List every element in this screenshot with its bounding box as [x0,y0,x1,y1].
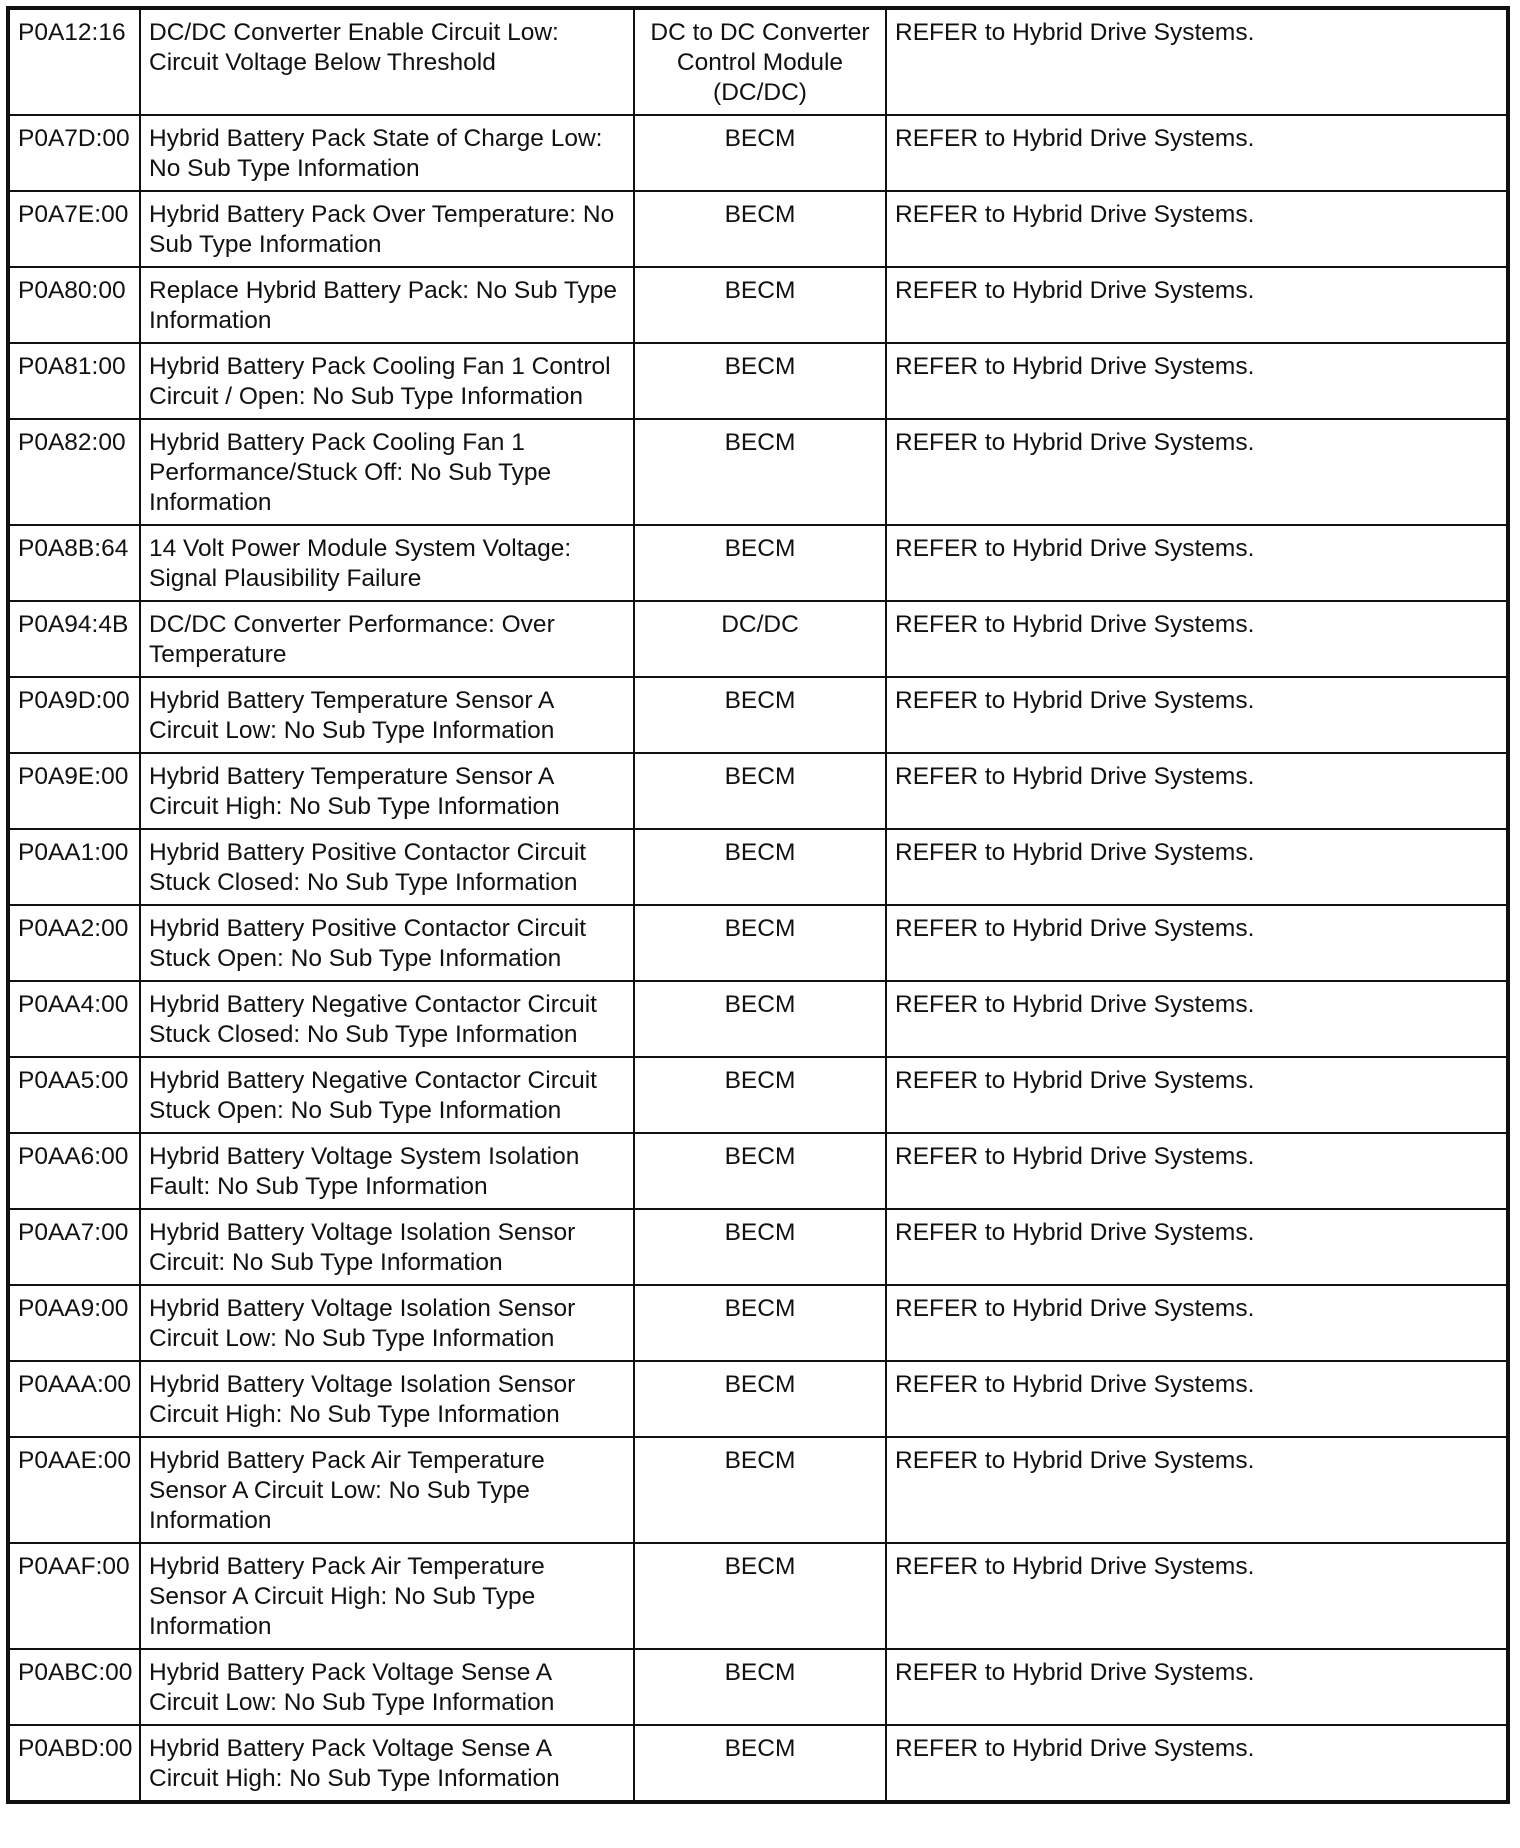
dtc-description-cell: Hybrid Battery Negative Contactor Circuit Stuck Open: No Sub Type Information [140,1057,634,1133]
dtc-module-cell: BECM [634,1437,886,1543]
dtc-code-cell: P0A8B:64 [8,525,140,601]
table-row [8,267,1508,343]
dtc-action-cell: REFER to Hybrid Drive Systems. [886,267,1508,343]
dtc-description-cell: Hybrid Battery Positive Contactor Circuit Stuck Open: No Sub Type Information [140,905,634,981]
dtc-module-cell: BECM [634,343,886,419]
dtc-action-cell: REFER to Hybrid Drive Systems. [886,1437,1508,1543]
dtc-code-cell: P0AA6:00 [8,1133,140,1209]
dtc-module-cell: BECM [634,753,886,829]
dtc-description-cell: Hybrid Battery Pack Voltage Sense A Circuit High: No Sub Type Information [140,1725,634,1802]
dtc-description-cell: Hybrid Battery Pack Voltage Sense A Circuit Low: No Sub Type Information [140,1649,634,1725]
dtc-description-cell: Hybrid Battery Voltage Isolation Sensor Circuit High: No Sub Type Information [140,1361,634,1437]
dtc-action-cell: REFER to Hybrid Drive Systems. [886,1133,1508,1209]
dtc-code-cell: P0AA4:00 [8,981,140,1057]
dtc-action-cell: REFER to Hybrid Drive Systems. [886,981,1508,1057]
dtc-module-cell: BECM [634,267,886,343]
dtc-description-cell: DC/DC Converter Performance: Over Temperature [140,601,634,677]
dtc-action-cell: REFER to Hybrid Drive Systems. [886,677,1508,753]
table-row [8,905,1508,981]
table-row [8,601,1508,677]
dtc-action-cell: REFER to Hybrid Drive Systems. [886,1361,1508,1437]
dtc-action-cell: REFER to Hybrid Drive Systems. [886,8,1508,115]
table-row [8,1437,1508,1543]
table-row [8,191,1508,267]
dtc-description-cell: Hybrid Battery Negative Contactor Circuit Stuck Closed: No Sub Type Information [140,981,634,1057]
dtc-action-cell: REFER to Hybrid Drive Systems. [886,1649,1508,1725]
table-row [8,1649,1508,1725]
table-row [8,1285,1508,1361]
table-row [8,343,1508,419]
dtc-description-cell: Hybrid Battery Voltage Isolation Sensor Circuit Low: No Sub Type Information [140,1285,634,1361]
dtc-module-cell: BECM [634,1543,886,1649]
dtc-code-cell: P0AA9:00 [8,1285,140,1361]
table-row [8,1209,1508,1285]
dtc-code-cell: P0AA5:00 [8,1057,140,1133]
dtc-description-cell: Replace Hybrid Battery Pack: No Sub Type Information [140,267,634,343]
dtc-module-cell: BECM [634,1361,886,1437]
dtc-code-cell: P0AAA:00 [8,1361,140,1437]
dtc-description-cell: Hybrid Battery Pack Air Temperature Sensor A Circuit High: No Sub Type Information [140,1543,634,1649]
dtc-description-cell: Hybrid Battery Pack Cooling Fan 1 Control Circuit / Open: No Sub Type Information [140,343,634,419]
dtc-module-cell: BECM [634,1725,886,1802]
table-row [8,115,1508,191]
dtc-code-cell: P0AA7:00 [8,1209,140,1285]
dtc-code-cell: P0AA2:00 [8,905,140,981]
dtc-description-cell: DC/DC Converter Enable Circuit Low: Circuit Voltage Below Threshold [140,8,634,115]
dtc-module-cell: BECM [634,525,886,601]
dtc-action-cell: REFER to Hybrid Drive Systems. [886,1725,1508,1802]
dtc-description-cell: Hybrid Battery Pack Air Temperature Sensor A Circuit Low: No Sub Type Information [140,1437,634,1543]
dtc-action-cell: REFER to Hybrid Drive Systems. [886,1057,1508,1133]
table-row [8,1133,1508,1209]
dtc-code-cell: P0AAF:00 [8,1543,140,1649]
dtc-module-cell: BECM [634,829,886,905]
dtc-action-cell: REFER to Hybrid Drive Systems. [886,115,1508,191]
dtc-code-cell: P0A7E:00 [8,191,140,267]
dtc-action-cell: REFER to Hybrid Drive Systems. [886,1209,1508,1285]
table-row [8,753,1508,829]
dtc-module-cell: BECM [634,677,886,753]
dtc-module-cell: BECM [634,981,886,1057]
dtc-code-cell: P0A9D:00 [8,677,140,753]
dtc-action-cell: REFER to Hybrid Drive Systems. [886,905,1508,981]
dtc-module-cell: BECM [634,1649,886,1725]
table-row [8,419,1508,525]
table-row [8,1361,1508,1437]
dtc-action-cell: REFER to Hybrid Drive Systems. [886,829,1508,905]
dtc-module-cell: BECM [634,191,886,267]
table-row [8,981,1508,1057]
table-row [8,1725,1508,1802]
dtc-table [6,6,1510,1804]
dtc-module-cell: BECM [634,1285,886,1361]
dtc-action-cell: REFER to Hybrid Drive Systems. [886,525,1508,601]
table-row [8,677,1508,753]
dtc-module-cell: DC/DC [634,601,886,677]
dtc-module-cell: BECM [634,905,886,981]
dtc-code-cell: P0A94:4B [8,601,140,677]
dtc-module-cell: DC to DC Converter Control Module (DC/DC) [634,8,886,115]
table-row [8,8,1508,115]
dtc-module-cell: BECM [634,1057,886,1133]
dtc-description-cell: Hybrid Battery Temperature Sensor A Circuit High: No Sub Type Information [140,753,634,829]
dtc-code-cell: P0AAE:00 [8,1437,140,1543]
dtc-description-cell: Hybrid Battery Voltage Isolation Sensor Circuit: No Sub Type Information [140,1209,634,1285]
dtc-action-cell: REFER to Hybrid Drive Systems. [886,601,1508,677]
dtc-code-cell: P0A82:00 [8,419,140,525]
dtc-code-cell: P0A9E:00 [8,753,140,829]
dtc-code-cell: P0AA1:00 [8,829,140,905]
dtc-module-cell: BECM [634,115,886,191]
dtc-code-cell: P0ABD:00 [8,1725,140,1802]
dtc-code-cell: P0A81:00 [8,343,140,419]
dtc-description-cell: Hybrid Battery Pack Cooling Fan 1 Performance/Stuck Off: No Sub Type Information [140,419,634,525]
dtc-table-page [6,6,1506,1804]
dtc-module-cell: BECM [634,1133,886,1209]
dtc-description-cell: Hybrid Battery Pack Over Temperature: No Sub Type Information [140,191,634,267]
dtc-action-cell: REFER to Hybrid Drive Systems. [886,1285,1508,1361]
dtc-description-cell: Hybrid Battery Positive Contactor Circuit Stuck Closed: No Sub Type Information [140,829,634,905]
dtc-action-cell: REFER to Hybrid Drive Systems. [886,191,1508,267]
dtc-code-cell: P0A80:00 [8,267,140,343]
table-row [8,1057,1508,1133]
dtc-code-cell: P0A7D:00 [8,115,140,191]
dtc-action-cell: REFER to Hybrid Drive Systems. [886,1543,1508,1649]
table-row [8,525,1508,601]
dtc-action-cell: REFER to Hybrid Drive Systems. [886,343,1508,419]
table-row [8,1543,1508,1649]
dtc-description-cell: Hybrid Battery Voltage System Isolation Fault: No Sub Type Information [140,1133,634,1209]
dtc-module-cell: BECM [634,419,886,525]
dtc-description-cell: Hybrid Battery Temperature Sensor A Circuit Low: No Sub Type Information [140,677,634,753]
dtc-description-cell: 14 Volt Power Module System Voltage: Signal Plausibility Failure [140,525,634,601]
dtc-code-cell: P0A12:16 [8,8,140,115]
dtc-action-cell: REFER to Hybrid Drive Systems. [886,419,1508,525]
dtc-code-cell: P0ABC:00 [8,1649,140,1725]
dtc-table-body [8,8,1508,1802]
dtc-module-cell: BECM [634,1209,886,1285]
table-row [8,829,1508,905]
dtc-action-cell: REFER to Hybrid Drive Systems. [886,753,1508,829]
dtc-description-cell: Hybrid Battery Pack State of Charge Low: No Sub Type Information [140,115,634,191]
